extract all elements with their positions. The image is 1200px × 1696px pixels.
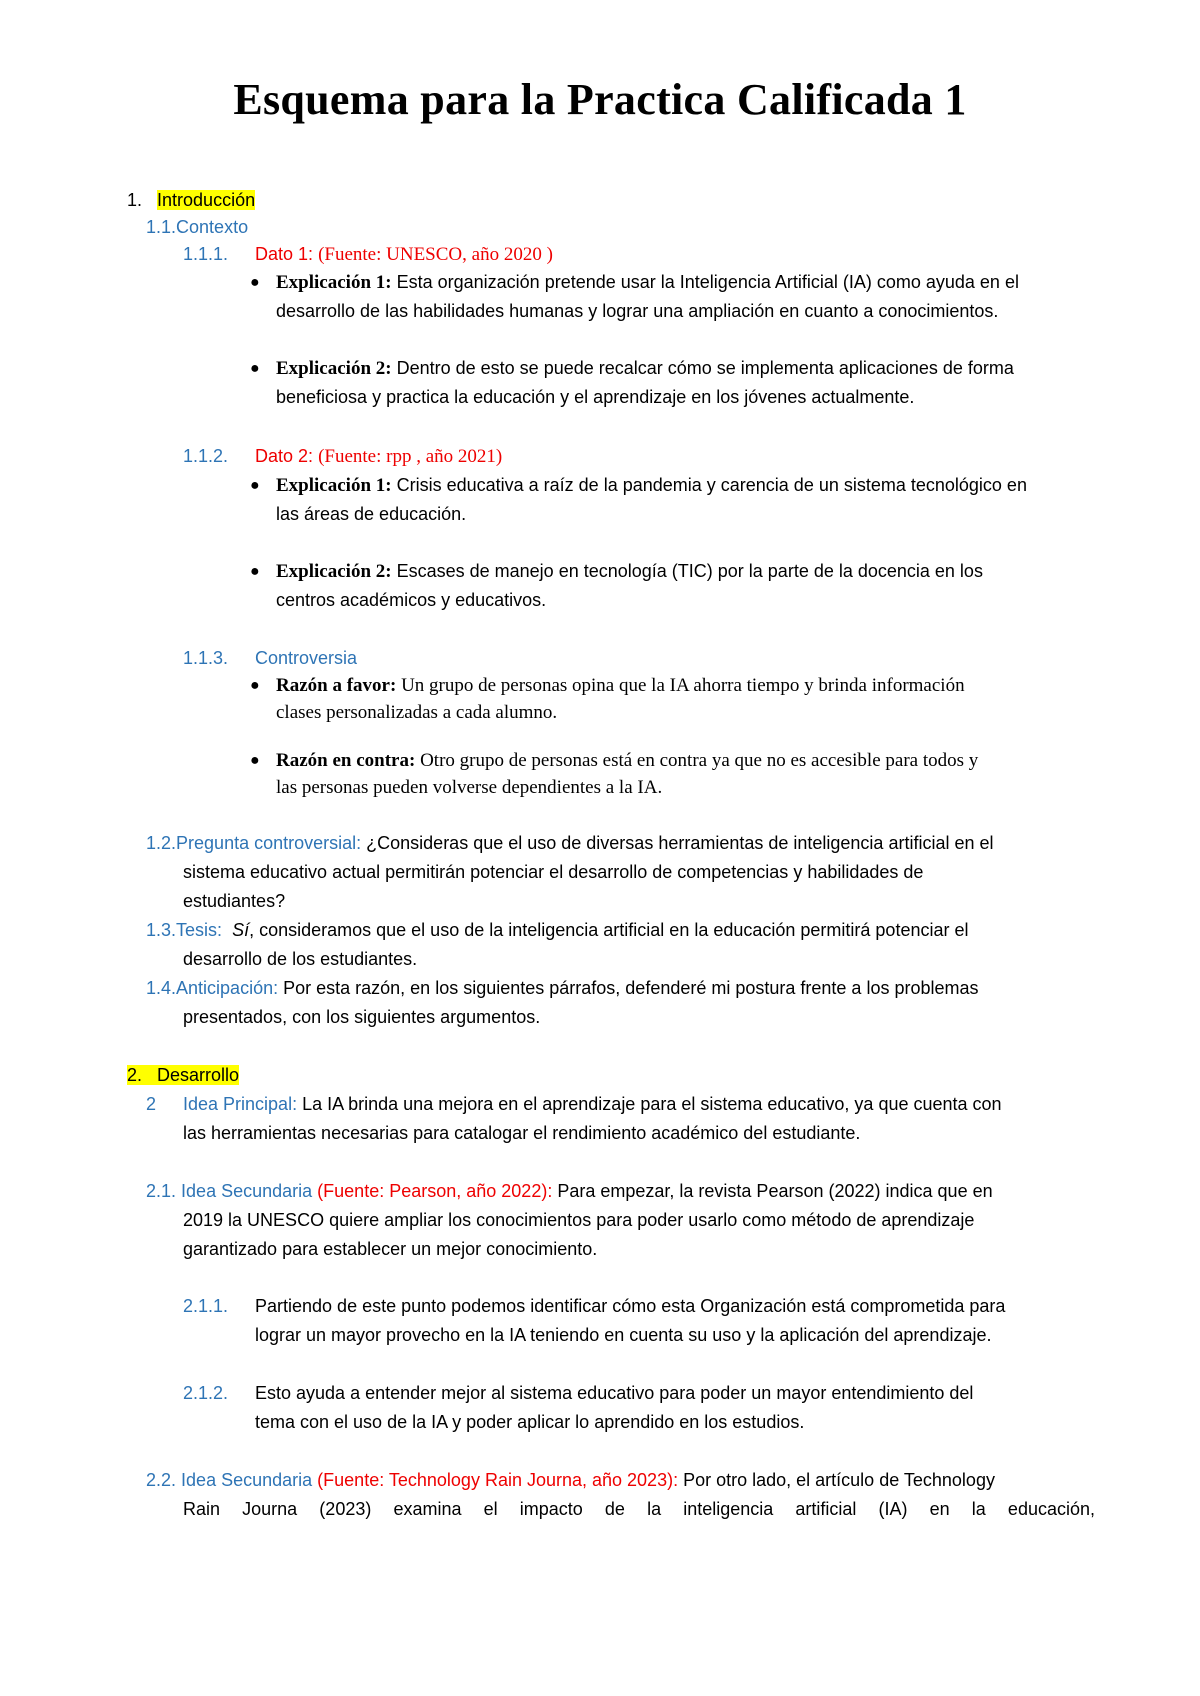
- section-2-1: [146, 1177, 993, 1206]
- razon-en-contra: [276, 746, 978, 775]
- section-2-label: Desarrollo: [157, 1065, 240, 1085]
- dato-1-explicacion-1: [276, 268, 1019, 297]
- section-1-heading: [127, 186, 255, 215]
- bullet-icon: ●: [250, 477, 260, 494]
- section-number: 1.1.1.: [183, 244, 229, 264]
- bullet-icon: ●: [250, 274, 260, 291]
- section-number: 1.1.2.: [183, 446, 229, 466]
- document-title: Esquema para la Practica Calificada 1: [233, 75, 967, 124]
- section-1-4: [146, 974, 979, 1003]
- section-2-1-line-3: garantizado para establecer un mejor conocimiento.: [183, 1239, 598, 1259]
- dato-2-source: (Fuente: rpp , año 2021): [318, 446, 503, 467]
- section-1-3-label: Tesis:: [176, 920, 223, 940]
- dato-1-title: [255, 240, 553, 269]
- tesis-si: Sí: [232, 920, 250, 940]
- idea-principal-text: La IA brinda una mejora en el aprendizaje para el sistema educativo, ya que cuenta con: [302, 1094, 1002, 1114]
- section-number: 2.1.1.: [183, 1296, 229, 1316]
- explicacion-text: Dentro de esto se puede recalcar cómo se implementa aplicaciones de forma: [396, 358, 1014, 378]
- section-1-3: [146, 916, 968, 945]
- dato-1-explicacion-2-line-2: beneficiosa y practica la educación y el aprendizaje en los jóvenes actualmente.: [276, 387, 915, 407]
- idea-principal-number: 2: [146, 1094, 157, 1114]
- explicacion-text: Escases de manejo en tecnología (TIC) por la parte de la docencia en los: [396, 561, 983, 581]
- section-2-1-1-line-2: lograr un mayor provecho en la IA teniendo en cuenta su uso y la aplicación del aprendizaje.: [255, 1325, 992, 1345]
- bullet-icon: ●: [250, 752, 260, 769]
- section-1-4-line-2: presentados, con los siguientes argumentos.: [183, 1007, 541, 1027]
- section-1-2: [146, 829, 994, 858]
- section-number: 2.2.: [146, 1470, 177, 1490]
- idea-principal-label: Idea Principal:: [183, 1094, 298, 1114]
- section-2-1-text: Para empezar, la revista Pearson (2022) indica que en: [557, 1181, 993, 1201]
- section-number: 1.: [127, 190, 143, 210]
- section-number: 1.4.: [146, 978, 177, 998]
- dato-1-label: Dato 1:: [255, 244, 314, 264]
- bullet-icon: ●: [250, 677, 260, 694]
- idea-principal: [183, 1090, 1002, 1119]
- section-2-1-line-2: 2019 la UNESCO quiere ampliar los conocimientos para poder usarlo como método de aprendizaje: [183, 1210, 975, 1230]
- explicacion-label: Explicación 1:: [276, 272, 392, 293]
- section-2-1-2-line-2: tema con el uso de la IA y poder aplicar lo aprendido en los estudios.: [255, 1412, 805, 1432]
- dato-2-explicacion-2: [276, 557, 983, 586]
- idea-secundaria-label: Idea Secundaria: [181, 1470, 313, 1490]
- section-number: 2.1.: [146, 1181, 177, 1201]
- section-1-2-label: Pregunta controversial:: [176, 833, 362, 853]
- section-1-2-line-3: estudiantes?: [183, 891, 286, 911]
- section-2-1-1-text: Partiendo de este punto podemos identificar cómo esta Organización está comprometida para: [255, 1296, 1006, 1316]
- razon-label: Razón en contra:: [276, 750, 416, 771]
- section-1-label: Introducción: [157, 190, 256, 210]
- section-2-2: [146, 1466, 995, 1495]
- dato-1-explicacion-2: [276, 354, 1014, 383]
- section-number: 1.2.: [146, 833, 177, 853]
- explicacion-label: Explicación 2:: [276, 358, 392, 379]
- section-number: 1.3.: [146, 920, 177, 940]
- section-1-1-heading: [146, 213, 248, 242]
- dato-2-explicacion-1-line-2: las áreas de educación.: [276, 504, 467, 524]
- section-2-1-2-text: Esto ayuda a entender mejor al sistema educativo para poder un mayor entendimiento del: [255, 1383, 974, 1403]
- explicacion-label: Explicación 1:: [276, 475, 392, 496]
- section-2-heading: [127, 1061, 239, 1090]
- idea-secundaria-source: (Fuente: Technology Rain Journa, año 2023):: [317, 1470, 679, 1490]
- section-1-3-line-2: desarrollo de los estudiantes.: [183, 949, 418, 969]
- controversia-label: Controversia: [255, 648, 358, 668]
- section-number: 2.1.2.: [183, 1383, 229, 1403]
- section-1-3-text: , consideramos que el uso de la inteligencia artificial en la educación permitirá potenciar el: [249, 920, 969, 940]
- razon-a-favor: [276, 671, 965, 700]
- idea-principal-line-2: las herramientas necesarias para catalogar el rendimiento académico del estudiante.: [183, 1123, 861, 1143]
- dato-1-explicacion-1-line-2: desarrollo de las habilidades humanas y lograr una ampliación en cuanto a conocimientos.: [276, 301, 999, 321]
- razon-en-contra-line-2: las personas pueden volverse dependientes a la IA.: [276, 777, 663, 798]
- explicacion-text: Esta organización pretende usar la Inteligencia Artificial (IA) como ayuda en el: [396, 272, 1019, 292]
- razon-text: Un grupo de personas opina que la IA ahorra tiempo y brinda información: [401, 675, 965, 696]
- explicacion-label: Explicación 2:: [276, 561, 392, 582]
- dato-2-explicacion-1: [276, 471, 1027, 500]
- section-2-2-text: Por otro lado, el artículo de Technology: [683, 1470, 995, 1490]
- dato-1-source: (Fuente: UNESCO, año 2020 ): [318, 244, 553, 265]
- section-1-2-text: ¿Consideras que el uso de diversas herramientas de inteligencia artificial en el: [366, 833, 994, 853]
- dato-1-heading: [183, 240, 228, 269]
- controversia-heading: [183, 644, 228, 673]
- dato-2-heading: [183, 442, 228, 471]
- razon-text: Otro grupo de personas está en contra ya que no es accesible para todos y: [420, 750, 979, 771]
- dato-2-explicacion-2-line-2: centros académicos y educativos.: [276, 590, 547, 610]
- explicacion-text: Crisis educativa a raíz de la pandemia y carencia de un sistema tecnológico en: [396, 475, 1027, 495]
- section-1-4-label: Anticipación:: [176, 978, 279, 998]
- razon-a-favor-line-2: clases personalizadas a cada alumno.: [276, 702, 558, 723]
- idea-secundaria-label: Idea Secundaria: [181, 1181, 313, 1201]
- dato-2-title: [255, 442, 502, 471]
- dato-2-label: Dato 2:: [255, 446, 314, 466]
- section-number: 2.: [127, 1065, 143, 1085]
- idea-secundaria-source: (Fuente: Pearson, año 2022):: [317, 1181, 553, 1201]
- bullet-icon: ●: [250, 563, 260, 580]
- section-number: 1.1.: [146, 217, 177, 237]
- section-1-1-label: Contexto: [176, 217, 249, 237]
- section-1-2-line-2: sistema educativo actual permitirán potenciar el desarrollo de competencias y habilidades de: [183, 862, 924, 882]
- section-2-2-line-2: Rain Journa (2023) examina el impacto de la inteligencia artificial (IA) en la educación,: [183, 1499, 1095, 1519]
- bullet-icon: ●: [250, 360, 260, 377]
- section-number: 1.1.3.: [183, 648, 229, 668]
- razon-label: Razón a favor:: [276, 675, 397, 696]
- section-1-4-text: Por esta razón, en los siguientes párrafos, defenderé mi postura frente a los problemas: [283, 978, 979, 998]
